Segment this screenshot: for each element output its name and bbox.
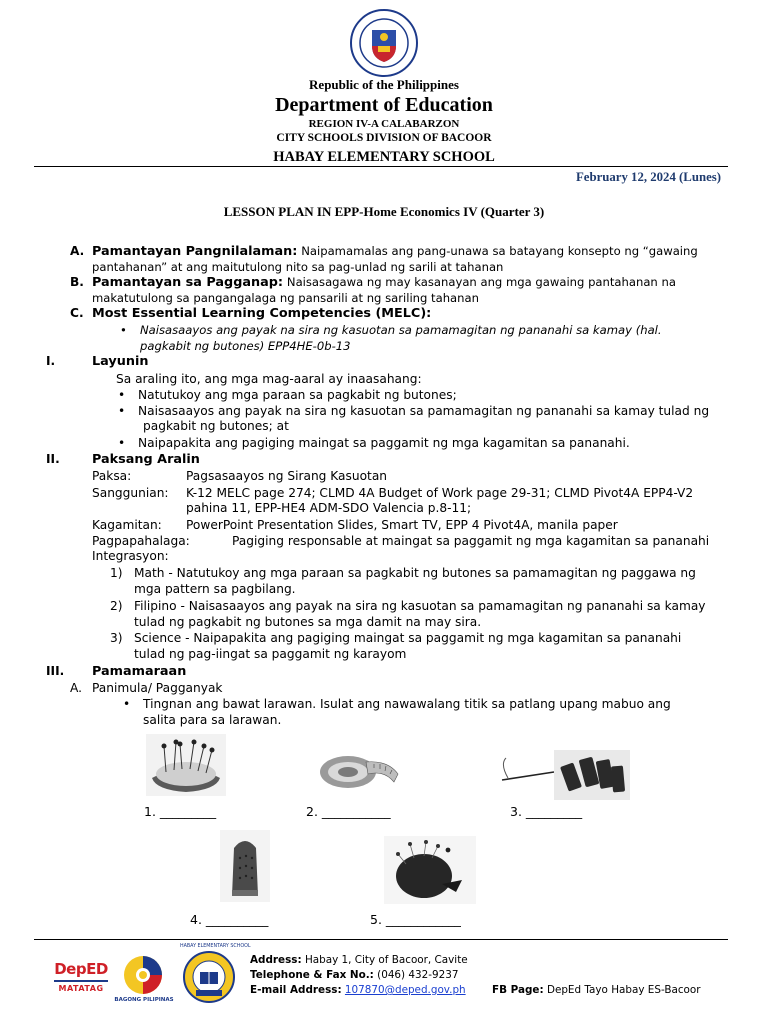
- integrasyon-1-cont: mga pattern sa pagbilang.: [134, 582, 296, 596]
- blank-4[interactable]: 4. __________: [190, 912, 269, 927]
- pagpapahalaga-value: Pagiging responsable at maingat sa paggamit ng mga kagamitan sa pananahi: [232, 534, 710, 548]
- measuring-tape-image: [314, 748, 402, 792]
- school-name: HABAY ELEMENTARY SCHOOL: [273, 149, 495, 165]
- deped-logo-text: DepED: [54, 960, 108, 978]
- thimble-image: [220, 830, 270, 902]
- deped-matatag-logo: [50, 960, 112, 1002]
- section-c-marker: C.: [70, 306, 84, 320]
- fb-label: FB Page:: [492, 984, 544, 996]
- integrasyon-3: Science - Naipapakita ang pagiging maingat sa paggamit ng mga kagamitan sa pananahi: [134, 631, 682, 645]
- section-ii-heading: Paksang Aralin: [92, 452, 200, 467]
- layunin-bullet-1: • Natutukoy ang mga paraan sa pagkabit ng butones;: [138, 388, 457, 403]
- tomato-pin-cushion-image: [384, 836, 476, 904]
- region-line: REGION IV-A CALABARZON: [308, 118, 460, 130]
- panimula-marker: A.: [70, 681, 82, 695]
- lesson-date: February 12, 2024 (Lunes): [575, 170, 721, 184]
- section-b-text-2: makatutulong sa pangangalaga ng pansarili at ng sariling tahanan: [92, 291, 479, 305]
- school-logo-text: HABAY ELEMENTARY SCHOOL: [180, 944, 251, 949]
- layunin-intro: Sa araling ito, ang mga mag-aaral ay inaasahang:: [116, 372, 422, 386]
- integrasyon-label: Integrasyon:: [92, 549, 169, 563]
- blank-1[interactable]: 1. _________: [144, 804, 217, 819]
- instruction-line-2: salita para sa larawan.: [143, 713, 282, 727]
- phone-label: Telephone & Fax No.:: [250, 969, 374, 981]
- kagamitan-label: Kagamitan:: [92, 518, 162, 532]
- panimula-heading: Panimula/ Pagganyak: [92, 681, 223, 695]
- paksa-value: Pagsasaayos ng Sirang Kasuotan: [186, 469, 388, 483]
- section-b-text-1: Naisasagawa ng may kasanayan ang mga gawaing pantahanan na: [286, 275, 676, 289]
- needle-thread-image: [494, 750, 630, 800]
- integrasyon-2-number: 2): [110, 599, 123, 613]
- footer-email: [250, 984, 466, 996]
- layunin-bullet-2: • Naisasaayos ang payak na sira ng kasuotan sa pamamagitan ng pananahi sa kamay tulad ng: [138, 404, 709, 419]
- blank-5[interactable]: 5. ____________: [370, 912, 461, 927]
- paksa-label: Paksa:: [92, 469, 132, 483]
- header-divider: [34, 166, 728, 167]
- address-label: Address:: [250, 954, 302, 966]
- sanggunian-value-2: pahina 11, EPP-HE4 ADM-SDO Valencia p.8-11;: [186, 501, 472, 515]
- melc-item-1: • Naisasaayos ang payak na sira ng kasuotan sa pamamagitan ng pananahi sa kamay (hal.: [140, 323, 662, 338]
- section-c-label: Most Essential Learning Competencies (MELC):: [92, 306, 432, 321]
- pin-cushion-image: [146, 734, 226, 796]
- footer-divider: [34, 939, 728, 940]
- section-a: [92, 244, 698, 259]
- section-a-label: Pamantayan Pangnilalaman:: [92, 244, 298, 259]
- section-i-marker: I.: [46, 354, 56, 368]
- blank-3[interactable]: 3. _________: [510, 804, 583, 819]
- integrasyon-1-number: 1): [110, 566, 123, 580]
- bagong-pilipinas-text: BAGONG PILIPINAS: [114, 997, 174, 1003]
- kagamitan-value: PowerPoint Presentation Slides, Smart TV, EPP 4 Pivot4A, manila paper: [186, 518, 618, 532]
- address-value: Habay 1, City of Bacoor, Cavite: [304, 954, 468, 966]
- email-link[interactable]: 107870@deped.gov.ph: [344, 984, 466, 996]
- section-iii-heading: Pamamaraan: [92, 664, 187, 679]
- phone-value: (046) 432-9237: [377, 969, 459, 981]
- integrasyon-3-cont: tulad ng pag-iingat sa paggamit ng karayom: [134, 647, 407, 661]
- email-label: E-mail Address:: [250, 984, 342, 996]
- instruction-line-1: • Tingnan ang bawat larawan. Isulat ang nawawalang titik sa patlang upang mabuo ang: [143, 697, 671, 712]
- section-iii-marker: III.: [46, 664, 65, 678]
- pagpapahalaga-label: Pagpapahalaga:: [92, 534, 190, 548]
- fb-value: DepEd Tayo Habay ES-Bacoor: [546, 984, 701, 996]
- sanggunian-value-1: K-12 MELC page 274; CLMD 4A Budget of Work page 29-31; CLMD Pivot4A EPP4-V2: [186, 486, 694, 500]
- section-b: [92, 275, 676, 290]
- integrasyon-3-number: 3): [110, 631, 123, 645]
- section-a-text-2: pantahanan” at ang maitutulong nito sa pag-unlad ng sarili at tahanan: [92, 260, 504, 274]
- sanggunian-label: Sanggunian:: [92, 486, 169, 500]
- republic-line: Republic of the Philippines: [309, 77, 459, 92]
- section-b-label: Pamantayan sa Pagganap:: [92, 275, 284, 290]
- deped-seal: [342, 8, 426, 78]
- department-title: Department of Education: [275, 94, 493, 116]
- section-ii-marker: II.: [46, 452, 60, 466]
- bagong-pilipinas-logo: [122, 954, 164, 996]
- integrasyon-2-cont: tulad ng pagkabit ng butones sa mga damit na may sira.: [134, 615, 482, 629]
- section-a-text-1: Naipamamalas ang pang-unawa sa batayang konsepto ng “gawaing: [301, 244, 698, 258]
- school-logo: [182, 950, 236, 1004]
- section-i-heading: Layunin: [92, 354, 149, 369]
- lesson-title: LESSON PLAN IN EPP-Home Economics IV (Quarter 3): [223, 204, 545, 219]
- section-a-marker: A.: [70, 244, 85, 258]
- division-line: CITY SCHOOLS DIVISION OF BACOOR: [276, 132, 492, 144]
- layunin-bullet-2-cont: pagkabit ng butones; at: [143, 419, 289, 433]
- integrasyon-1: Math - Natutukoy ang mga paraan sa pagkabit ng butones sa pamamagitan ng paggawa ng: [134, 566, 696, 580]
- layunin-bullet-3: • Naipapakita ang pagiging maingat sa paggamit ng mga kagamitan sa pananahi.: [138, 436, 630, 451]
- section-b-marker: B.: [70, 275, 84, 289]
- matatag-text: MATATAG: [58, 984, 104, 993]
- melc-item-2: pagkabit ng butones) EPP4HE-0b-13: [140, 339, 351, 353]
- footer-address: [250, 954, 468, 966]
- integrasyon-2: Filipino - Naisasaayos ang payak na sira ng kasuotan sa pamamagitan ng pananahi sa kamay: [134, 599, 706, 613]
- blank-2[interactable]: 2. ___________: [306, 804, 391, 819]
- footer-fb: [492, 984, 701, 996]
- footer-phone: [250, 969, 458, 981]
